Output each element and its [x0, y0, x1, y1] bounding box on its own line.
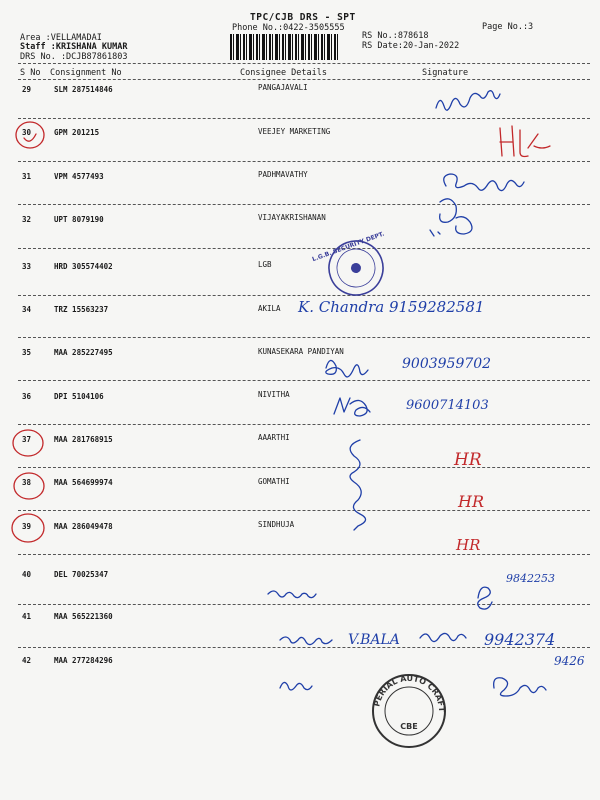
row-consignee: KUNASEKARA PANDIYAN	[258, 347, 344, 356]
row-consignee: VIJAYAKRISHANAN	[258, 213, 326, 222]
row-consignment: MAA 565221360	[54, 612, 113, 621]
row-consignment: TRZ 15563237	[54, 305, 109, 314]
page-number: Page No.:3	[482, 22, 534, 32]
row-consignment: SLM 287514846	[54, 85, 113, 94]
row-sno: 29	[22, 85, 32, 94]
row-sno: 36	[22, 392, 32, 401]
row-consignment: MAA 281768915	[54, 435, 113, 444]
row-consignee: PANGAJAVALI	[258, 83, 308, 92]
handwritten-phone-row-41-continued: 9426	[554, 654, 585, 668]
row-sno: 30	[22, 128, 32, 137]
row-consignee: NIVITHA	[258, 390, 290, 399]
row-consignee: SINDHUJA	[258, 520, 295, 529]
row-consignment: MAA 285227495	[54, 348, 113, 357]
sheet-title: TPC/CJB DRS - SPT	[250, 12, 356, 23]
row-consignee: PADHMAVATHY	[258, 170, 308, 179]
row-sno: 35	[22, 348, 32, 357]
row-consignment: MAA 564699974	[54, 478, 113, 487]
row-sno: 37	[22, 435, 32, 444]
row-consignment: DEL 70025347	[54, 570, 109, 579]
security-stamp-text: L.G.B. SECURITY DEPT.	[311, 230, 386, 264]
imperial-stamp-outer-text: IMPERIAL AUTO CRAFTS	[372, 673, 447, 713]
row-sno: 40	[22, 570, 32, 579]
row-consignee: LGB	[258, 260, 272, 269]
security-stamp	[311, 230, 401, 307]
row-consignment: MAA 286049478	[54, 522, 113, 531]
handwritten-phone-row-36: 9600714103	[406, 398, 489, 413]
row-sno: 41	[22, 612, 32, 621]
rs-date: RS Date:20-Jan-2022	[362, 41, 460, 51]
rs-number: RS No.:878618	[362, 31, 429, 41]
row-consignee: VEEJEY MARKETING	[258, 127, 331, 136]
handwritten-hr-row-39: HR	[456, 536, 481, 554]
row-consignment: DPI 5104106	[54, 392, 104, 401]
col-header-signature: Signature	[422, 68, 469, 78]
row-sno: 31	[22, 172, 32, 181]
row-consignee: AAARTHI	[258, 433, 290, 442]
row-sno: 39	[22, 522, 32, 531]
row-consignment: HRD 305574402	[54, 262, 113, 271]
handwritten-hr-row-38: HR	[458, 492, 484, 511]
row-consignment: MAA 277284296	[54, 656, 113, 665]
col-header-consignee: Consignee Details	[240, 68, 327, 78]
handwritten-hr-row-37: HR	[454, 450, 482, 470]
row-sno: 32	[22, 215, 32, 224]
handwritten-row-34: K. Chandra 9159282581	[298, 298, 485, 316]
imperial-stamp-inner-text: CBE	[400, 722, 418, 731]
handwritten-phone-row-41: 9942374	[484, 630, 556, 649]
row-consignment: GPM 201215	[54, 128, 100, 137]
handwritten-phone-row-40: 9842253	[506, 572, 555, 585]
row-consignment: VPM 4577493	[54, 172, 104, 181]
row-sno: 42	[22, 656, 32, 665]
row-consignment: UPT 8079190	[54, 215, 104, 224]
row-sno: 33	[22, 262, 32, 271]
handwritten-name-row-41: V.BALA	[348, 632, 400, 648]
staff-label: Staff :KRISHANA KUMAR	[20, 42, 128, 52]
col-header-consignment: Consignment No	[50, 68, 122, 78]
row-sno: 38	[22, 478, 32, 487]
drs-number: DRS No. :DCJB87861803	[20, 52, 128, 62]
area-label: Area :VELLAMADAI	[20, 33, 102, 43]
handwritten-phone-row-35: 9003959702	[402, 356, 492, 372]
row-sno: 34	[22, 305, 32, 314]
row-consignee: GOMATHI	[258, 477, 290, 486]
imperial-auto-crafts-stamp	[372, 674, 446, 747]
phone-number: Phone No.:0422-3505555	[232, 23, 345, 33]
row-consignee: AKILA	[258, 304, 281, 313]
col-header-sno: S No	[20, 68, 41, 78]
